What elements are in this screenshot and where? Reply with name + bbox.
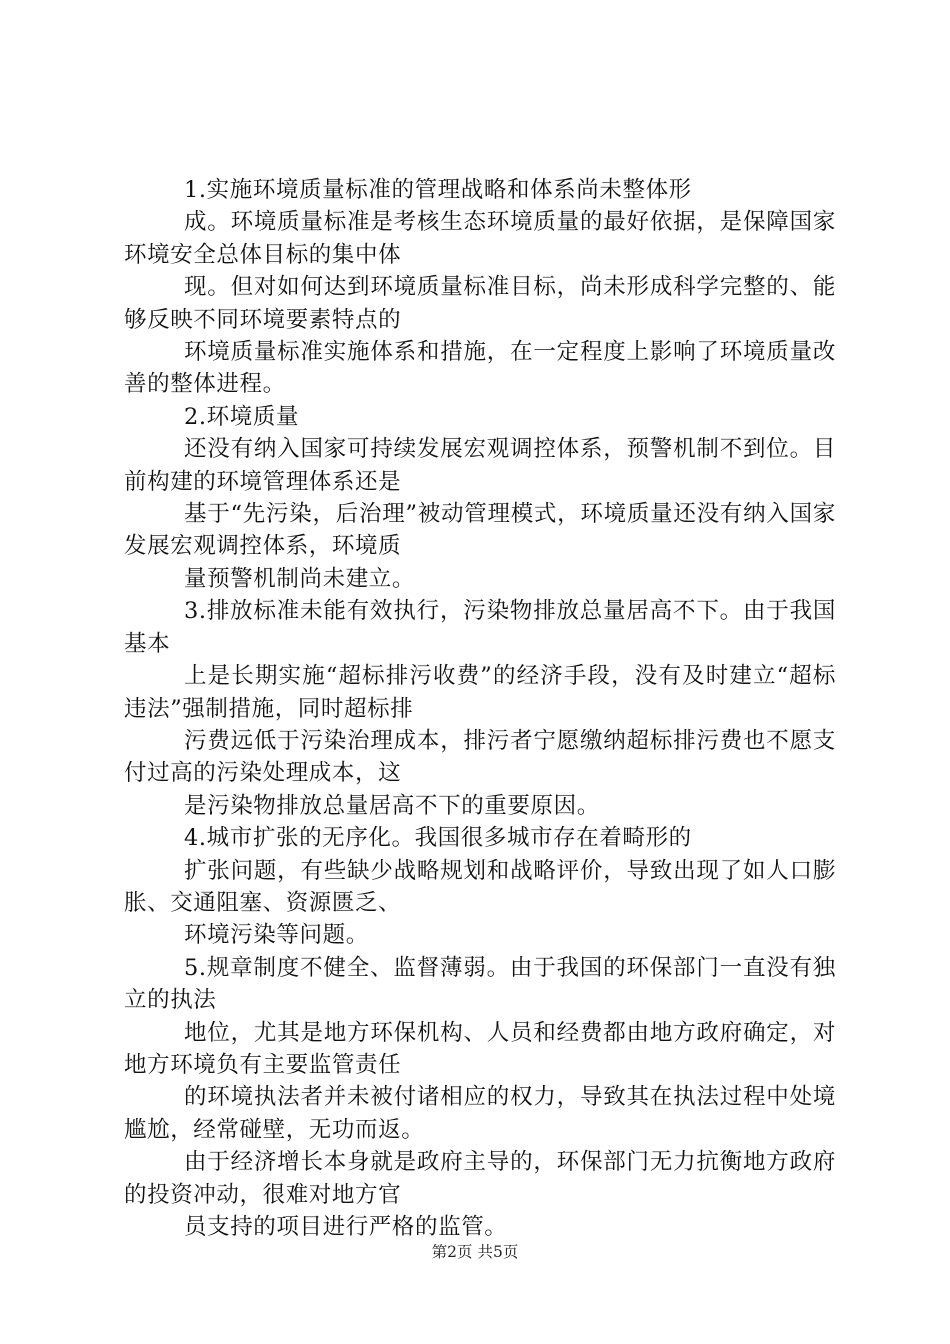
paragraph: 地位，尤其是地方环保机构、人员和经费都由地方政府确定，对地方环境负有主要监管责任 bbox=[124, 1019, 836, 1078]
paragraph: 成。环境质量标准是考核生态环境质量的最好依据，是保障国家环境安全总体目标的集中体 bbox=[124, 209, 836, 268]
paragraph: 环境质量标准实施体系和措施，在一定程度上影响了环境质量改善的整体进程。 bbox=[124, 339, 836, 398]
paragraph: 1.实施环境质量标准的管理战略和体系尚未整体形 bbox=[184, 177, 692, 203]
paragraph: 的环境执法者并未被付诸相应的权力，导致其在执法过程中处境尴尬，经常碰壁，无功而返。 bbox=[124, 1084, 836, 1143]
paragraph: 2.环境质量 bbox=[184, 403, 300, 430]
paragraph: 现。但对如何达到环境质量标准目标，尚未形成科学完整的、能够反映不同环境要素特点的 bbox=[124, 274, 836, 333]
paragraph: 环境污染等问题。 bbox=[184, 922, 369, 949]
paragraph: 是污染物排放总量居高不下的重要原因。 bbox=[184, 792, 600, 819]
paragraph: 上是长期实施“超标排污收费”的经济手段，没有及时建立“超标违法”强制措施，同时超标排 bbox=[124, 663, 836, 722]
page-number-footer: 第2页 共5页 bbox=[431, 1243, 519, 1261]
paragraph: 污费远低于污染治理成本，排污者宁愿缴纳超标排污费也不愿支付过高的污染处理成本，这 bbox=[124, 727, 836, 787]
paragraph: 基于“先污染，后治理”被动管理模式，环境质量还没有纳入国家发展宏观调控体系，环境质 bbox=[124, 501, 836, 560]
paragraph: 5.规章制度不健全、监督薄弱。由于我国的环保部门一直没有独立的执法 bbox=[124, 954, 836, 1014]
paragraph: 扩张问题，有些缺少战略规划和战略评价，导致出现了如人口膨胀、交通阻塞、资源匮乏、 bbox=[124, 857, 836, 916]
paragraph: 量预警机制尚未建立。 bbox=[184, 565, 416, 592]
document-body bbox=[124, 174, 836, 1243]
paragraph: 由于经济增长本身就是政府主导的，环保部门无力抗衡地方政府的投资冲动，很难对地方官 bbox=[124, 1149, 836, 1208]
paragraph: 还没有纳入国家可持续发展宏观调控体系，预警机制不到位。目前构建的环境管理体系还是 bbox=[124, 436, 836, 495]
paragraph: 3.排放标准未能有效执行，污染物排放总量居高不下。由于我国基本 bbox=[124, 598, 836, 657]
paragraph: 4.城市扩张的无序化。我国很多城市存在着畸形的 bbox=[184, 825, 692, 852]
paragraph: 员支持的项目进行严格的监管。 bbox=[184, 1214, 508, 1240]
